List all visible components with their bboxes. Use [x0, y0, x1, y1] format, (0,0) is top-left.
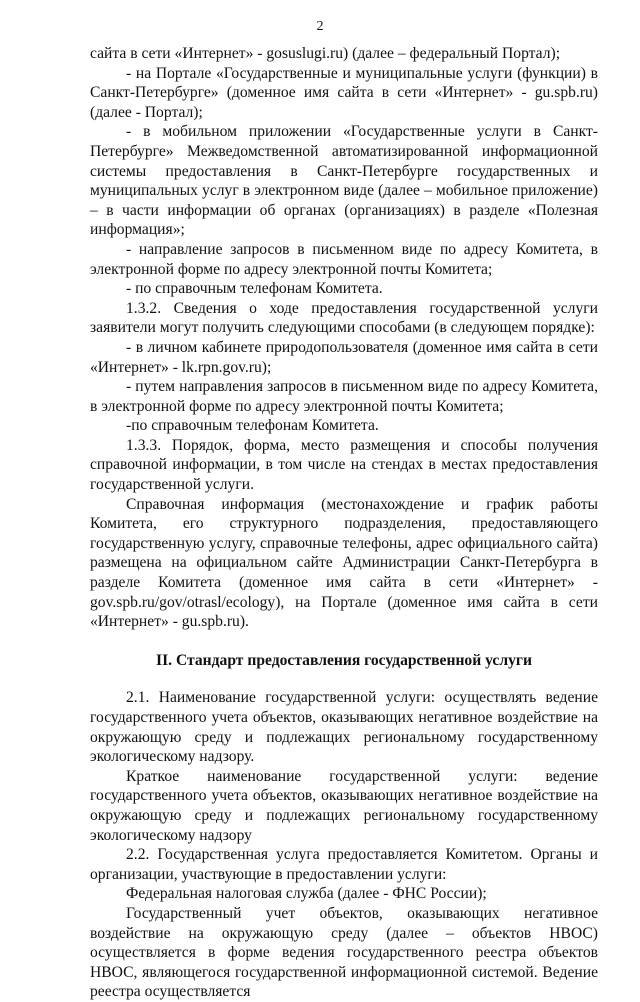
- paragraph-nvos-registry: Государственный учет объектов, оказывающих негативное воздействие на окружающую среду (далее – объектов НВОС) осуществляется в форме ведения государственного реестра объектов НВОС, являющегося государственной информационной системой. Ведение реестра осуществляется: [90, 904, 598, 1001]
- paragraph-1-3-3: 1.3.3. Порядок, форма, место размещения и способы получения справочной информации, в том числе на стендах в местах предоставления государственной услуги.: [90, 436, 598, 494]
- paragraph-phones: - по справочным телефонам Комитета.: [126, 280, 383, 298]
- paragraph-written-requests-2: - путем направления запросов в письменном виде по адресу Комитета, в электронной форме по адресу электронной почты Комитета;: [90, 378, 598, 415]
- paragraph-phones-2: -по справочным телефонам Комитета.: [126, 417, 379, 435]
- paragraph-portal-federal-tail: сайта в сети «Интернет» - gosuslugi.ru) (далее – федеральный Портал);: [90, 45, 561, 62]
- paragraph-1-3-2: 1.3.2. Сведения о ходе предоставления государственной услуги заявители могут получить следующими способами (в следующем порядке):: [90, 299, 598, 337]
- paragraph-mobile-app: - в мобильном приложении «Государственные услуги в Санкт-Петербурге» Межведомственной автоматизированной информационной системы предоставления в Санкт-Петербурге государственных и муниципальных услуг в электронном виде (далее – мобильное приложение) – в части информации об органах (организациях) в разделе «Полезная информация»;: [90, 123, 598, 239]
- paragraph-written-requests: - направление запросов в письменном виде по адресу Комитета, в электронной форме по адресу электронной почты Комитета;: [90, 240, 598, 278]
- document-body: [90, 44, 598, 1002]
- section-heading: II. Стандарт предоставления государственной услуги: [156, 651, 532, 669]
- paragraph-short-name: Краткое наименование государственной услуги: ведение государственного учета объектов, оказывающих негативное воздействие на окружающую среду и подлежащих региональному государственному экологическому надзору: [90, 767, 598, 844]
- paragraph-2-2: 2.2. Государственная услуга предоставляется Комитетом. Органы и организации, участвующие в предоставлении услуги:: [90, 846, 598, 883]
- paragraph-reference-info: Справочная информация (местонахождение и график работы Комитета, его структурного подразделения, предоставляющего государственную услугу, справочные телефоны, адрес официального сайта) размещена на официальном сайте Администрации Санкт-Петербурга в разделе Комитета (доменное имя сайта в сети «Интернет» - gov.spb.ru/gov/otrasl/ecology), на Портале (доменное имя сайта в сети «Интернет» - gu.spb.ru).: [90, 495, 598, 631]
- paragraph-personal-cabinet: - в личном кабинете природопользователя (доменное имя сайта в сети «Интернет» - lk.rpn.gov.ru);: [90, 338, 598, 376]
- page-number: 2: [316, 19, 324, 34]
- paragraph-2-1: 2.1. Наименование государственной услуги: осуществлять ведение государственного учета объектов, оказывающих негативное воздействие на окружающую среду и подлежащих региональному государственному экологическому надзору.: [90, 689, 598, 766]
- paragraph-portal-spb: - на Портале «Государственные и муниципальные услуги (функции) в Санкт-Петербурге» (доменное имя сайта в сети «Интернет» - gu.spb.ru) (далее - Портал);: [90, 64, 598, 121]
- paragraph-fns: Федеральная налоговая служба (далее - ФНС России);: [126, 885, 487, 903]
